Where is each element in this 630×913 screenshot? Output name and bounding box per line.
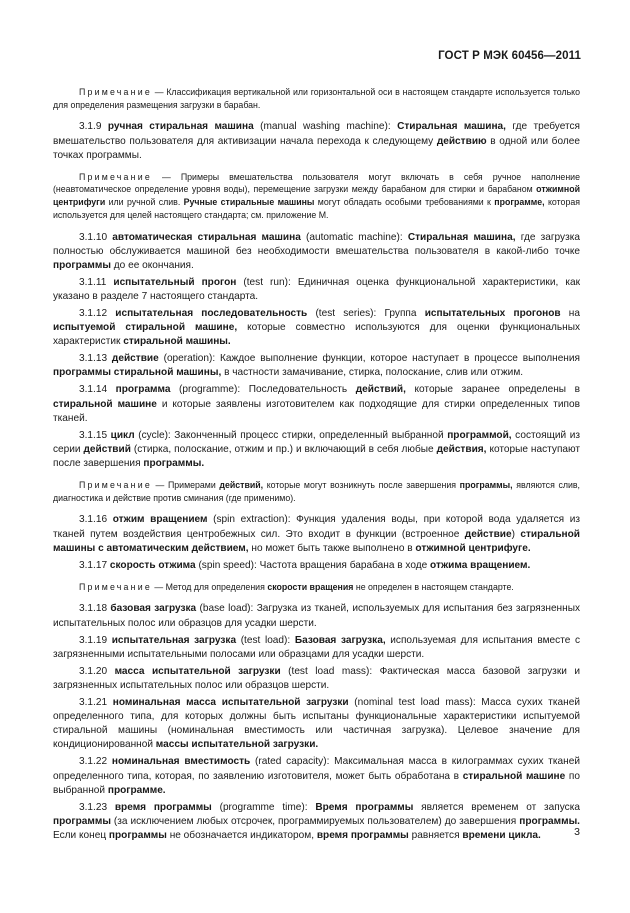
note-2: Примечание — Примеры вмешательства пользователя могут включать в себя ручное наполнение (неавтоматическое определение уровня воды), перемещение загрузки между барабаном для стирки и барабаном отжимной центрифуги или ручной слив. Ручные стиральные машины могут обладать особыми требованиями к программе, которая используется для целей настоящего стандарта; см. приложение М. — [53, 171, 580, 220]
term: цикл — [110, 429, 135, 441]
definition-3-1-15: 3.1.15 цикл (cycle): Законченный процесс стирки, определенный выбранной программой, состоящий из серии действий (стирка, полоскание, отжим и пр.) и включающий в себя любые действия, которые наступают после завершения программы. — [53, 429, 580, 469]
definition-3-1-18: 3.1.18 базовая загрузка (base load): Загрузка из тканей, используемых для испытания без загрязненных испытательных полос или образцов для усадки шерсти. — [53, 603, 581, 629]
definition-3-1-13: 3.1.13 действие (operation): Каждое выполнение функции, которое наступает в процессе выполнения программы стиральной машины, в частности замачивание, стирка, полоскание, слив или отжим. — [53, 353, 580, 379]
term: испытательная загрузка — [111, 634, 237, 646]
term: испытательная последовательность — [115, 307, 308, 319]
note-label: Примечание — [79, 480, 152, 490]
term: скорость отжима — [109, 559, 196, 571]
term: испытательный прогон — [113, 276, 237, 288]
term: программа — [115, 384, 171, 396]
term: номинальная вместимость — [111, 756, 251, 768]
definition-3-1-16: 3.1.16 отжим вращением (spin extraction): Функция удаления воды, при которой вода удаляется из тканей путем воздействия центробежных сил. Это входит в функции (встроенное действие) стиральной машины с автоматическим действием, но может быть также выполнено в отжимной центрифуге. — [53, 514, 580, 554]
definition-3-1-14: 3.1.14 программа (programme): Последовательность действий, которые заранее определены в стиральной машине и которые заявлены изготовителем как подходящие для стирки определенных типов тканей. — [53, 384, 580, 424]
definition-3-1-9: 3.1.9 ручная стиральная машина (manual washing machine): Стиральная машина, где требуется вмешательство пользователя для активизации начала перехода к следующему действию в одной или более точках программы. — [53, 121, 581, 161]
definition-3-1-19: 3.1.19 испытательная загрузка (test load): Базовая загрузка, используемая для испытания вместе с загрязненными испытательными полосами или образцами для усадки шерсти. — [53, 634, 580, 660]
term: действие — [111, 353, 159, 365]
note-label: Примечание — [79, 581, 152, 592]
note-1: Примечание — Классификация вертикальной или горизонтальной оси в настоящем стандарте используется только для определения размещения загрузки в барабан. — [53, 87, 580, 110]
note-3: Примечание — Примерами действий, которые могут возникнуть после завершения программы, являются слив, диагностика и действие против сминания (где применимо). — [53, 480, 581, 503]
term: отжим вращением — [112, 514, 208, 526]
definition-3-1-17: 3.1.17 скорость отжима (spin speed): Частота вращения барабана в ходе отжима вращением. — [79, 559, 531, 571]
definition-3-1-21: 3.1.21 номинальная масса испытательной загрузки (nominal test load mass): Масса сухих тканей определенного типа, для которых должны быть испытаны функциональные характеристики испытуемой стиральной машины (номинальная вместимость или частичная загрузка). Целевое значение для кондиционированной массы испытательной загрузки. — [53, 697, 580, 751]
term: ручная стиральная машина — [107, 121, 254, 133]
term: автоматическая стиральная машина — [112, 231, 301, 243]
definition-3-1-23: 3.1.23 время программы (programme time): Время программы является временем от запуска программы (за исключением любых отсрочек, программируемых пользователем) до завершения программы. Если конец программы не обозначается индикатором, время программы равняется времени цикла. — [53, 801, 580, 841]
page-number: 3 — [574, 826, 580, 838]
term: базовая загрузка — [110, 603, 197, 615]
term: номинальная масса испытательной загрузки — [112, 697, 349, 709]
term: масса испытательной загрузки — [114, 665, 281, 677]
note-label: Примечание — [79, 171, 152, 182]
definition-3-1-20: 3.1.20 масса испытательной загрузки (test load mass): Фактическая масса базовой загрузки и загрязненных испытательных полос или образцов шерсти. — [53, 665, 580, 691]
definition-3-1-22: 3.1.22 номинальная вместимость (rated capacity): Максимальная масса в килограммах сухих тканей определенного типа, которая, по заявлению изготовителя, может быть обработана в стиральной машине по выбранной программе. — [53, 756, 580, 796]
definition-3-1-11: 3.1.11 испытательный прогон (test run): Единичная оценка функциональной характеристики, как указано в разделе 7 настоящего стандарта. — [53, 276, 580, 302]
note-4: Примечание — Метод для определения скорости вращения не определен в настоящем стандарте. — [79, 581, 514, 592]
note-label: Примечание — [79, 87, 152, 97]
standard-header: ГОСТ Р МЭК 60456—2011 — [438, 50, 581, 62]
definition-3-1-10: 3.1.10 автоматическая стиральная машина (automatic machine): Стиральная машина, где загрузка полностью обслуживается машиной без необходимости вмешательства пользователя в какой-либо точке программы до ее окончания. — [53, 231, 580, 271]
definition-3-1-12: 3.1.12 испытательная последовательность (test series): Группа испытательных прогонов на испытуемой стиральной машине, которые совместно используются для оценки функциональных характеристик стиральной машины. — [53, 307, 580, 348]
document-body — [53, 78, 580, 846]
term: время программы — [114, 801, 212, 813]
